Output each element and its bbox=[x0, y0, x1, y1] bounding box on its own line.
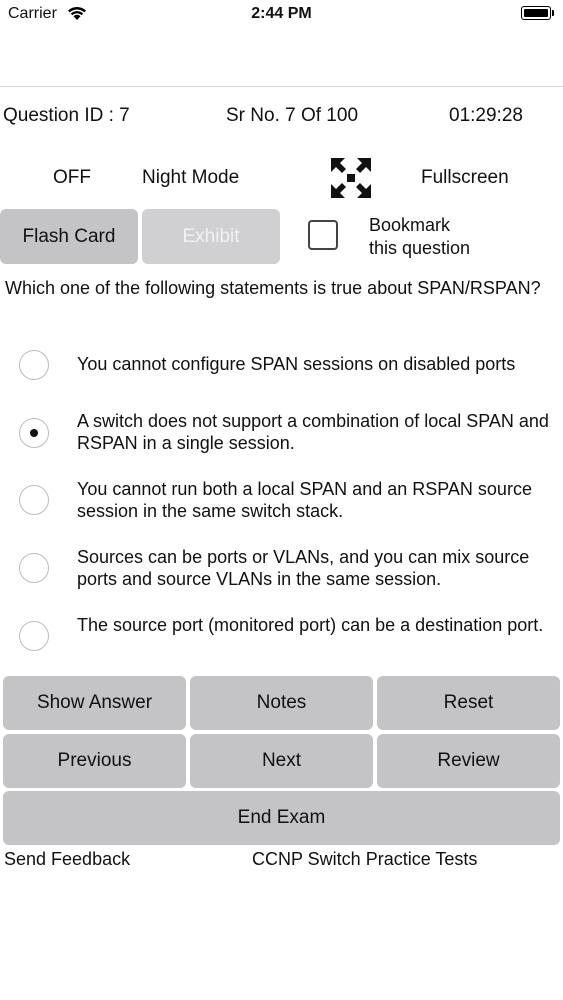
battery-tip bbox=[552, 10, 554, 16]
option-text-1[interactable]: You cannot configure SPAN sessions on disabled ports bbox=[77, 354, 516, 374]
option-text-3[interactable]: You cannot run both a local SPAN and an RSPAN source session in the same switch stack. bbox=[77, 479, 532, 521]
carrier-label: Carrier bbox=[8, 5, 57, 22]
bookmark-label-line2: this question bbox=[369, 238, 471, 258]
option-text-2[interactable]: A switch does not support a combination of local SPAN and RSPAN in a single session. bbox=[77, 411, 549, 453]
previous-button[interactable]: Previous bbox=[3, 734, 186, 788]
next-button[interactable]: Next bbox=[190, 734, 373, 788]
bookmark-checkbox[interactable] bbox=[308, 220, 338, 250]
night-mode-toggle[interactable]: OFF bbox=[53, 167, 91, 188]
notes-button[interactable]: Notes bbox=[190, 676, 373, 730]
exhibit-button[interactable]: Exhibit bbox=[142, 209, 280, 264]
flash-card-button[interactable]: Flash Card bbox=[0, 209, 138, 264]
battery-icon bbox=[521, 6, 551, 20]
option-radio-3[interactable] bbox=[19, 485, 49, 515]
nav-divider bbox=[0, 86, 563, 87]
bookmark-label-line1: Bookmark bbox=[369, 215, 451, 235]
bookmark-label bbox=[369, 214, 470, 260]
option-text-5[interactable]: The source port (monitored port) can be a destination port. bbox=[77, 615, 544, 635]
review-button[interactable]: Review bbox=[377, 734, 560, 788]
app-name-link[interactable]: CCNP Switch Practice Tests bbox=[252, 849, 478, 869]
night-mode-label: Night Mode bbox=[142, 167, 240, 188]
send-feedback-link[interactable]: Send Feedback bbox=[4, 849, 131, 869]
reset-button[interactable]: Reset bbox=[377, 676, 560, 730]
end-exam-button[interactable]: End Exam bbox=[3, 791, 560, 845]
option-radio-5[interactable] bbox=[19, 621, 49, 651]
status-bar bbox=[0, 0, 563, 30]
exam-timer: 01:29:28 bbox=[449, 105, 523, 126]
question-text: Which one of the following statements is true about SPAN/RSPAN? bbox=[5, 278, 541, 298]
question-id: Question ID : 7 bbox=[3, 105, 130, 126]
fullscreen-label[interactable]: Fullscreen bbox=[421, 167, 509, 188]
option-radio-4[interactable] bbox=[19, 553, 49, 583]
option-radio-2[interactable] bbox=[19, 418, 49, 448]
option-radio-1[interactable] bbox=[19, 350, 49, 380]
serial-number: Sr No. 7 Of 100 bbox=[226, 105, 359, 126]
show-answer-button[interactable]: Show Answer bbox=[3, 676, 186, 730]
option-text-4[interactable]: Sources can be ports or VLANs, and you can mix source ports and source VLANs in the same session. bbox=[77, 547, 530, 589]
status-time: 2:44 PM bbox=[251, 5, 312, 22]
expand-arrows-icon[interactable] bbox=[331, 158, 371, 198]
